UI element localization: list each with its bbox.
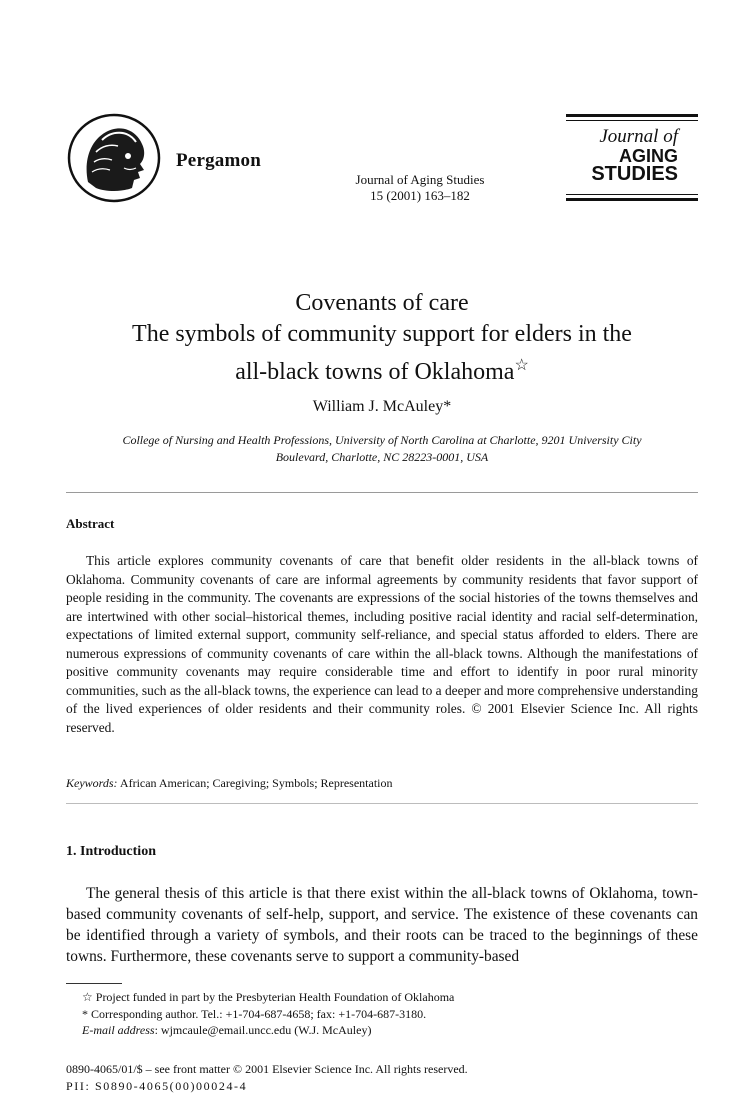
masthead-journal-of: Journal of — [599, 126, 678, 147]
masthead-thin-rule — [566, 120, 698, 121]
keywords-label: Keywords: — [66, 776, 118, 790]
title-footnote-star-icon[interactable]: ☆ — [514, 357, 529, 374]
section-heading-introduction: 1. Introduction — [66, 844, 156, 859]
footnotes — [66, 989, 698, 1039]
abstract-heading: Abstract — [66, 516, 115, 531]
masthead-aging: AGING — [618, 146, 678, 166]
masthead-thin-rule-bottom — [566, 194, 698, 195]
pii-line: PII: S0890-4065(00)00024-4 — [66, 1078, 248, 1093]
masthead-bottom-rule — [566, 198, 698, 201]
keywords-list: African American; Caregiving; Symbols; Representation — [119, 776, 393, 790]
article-title — [66, 288, 698, 388]
author-affiliation: College of Nursing and Health Professions, University of North Carolina at Charlotte, 9201 University City Boulevard, Charlotte, NC 28223-0001, USA — [122, 433, 642, 464]
title-line-1: Covenants of care — [295, 290, 469, 316]
publisher-name: Pergamon — [176, 150, 261, 171]
title-line-3: all-black towns of Oklahoma☆ — [235, 357, 529, 385]
keywords — [66, 776, 698, 791]
footnote-rule — [66, 983, 122, 984]
volume-pages: 15 (2001) 163–182 — [370, 188, 470, 203]
journal-citation — [320, 172, 520, 204]
divider-bottom — [66, 803, 698, 804]
footnote-funding: ☆ Project funded in part by the Presbyterian Health Foundation of Oklahoma — [82, 990, 455, 1004]
journal-name: Journal of Aging Studies — [355, 172, 485, 187]
masthead-top-rule — [566, 114, 698, 117]
email-label: E-mail address — [82, 1023, 155, 1037]
footnote-star-icon: ☆ — [82, 990, 93, 1004]
divider-top — [66, 492, 698, 493]
author-name: William J. McAuley* — [312, 398, 452, 415]
journal-masthead — [566, 114, 698, 206]
copyright-block — [66, 1061, 698, 1094]
footnote-asterisk: * — [82, 1006, 88, 1021]
issn-line: 0890-4065/01/$ – see front matter © 2001 Elsevier Science Inc. All rights reserved. — [66, 1062, 468, 1076]
masthead-studies: STUDIES — [591, 163, 678, 185]
title-line-2: The symbols of community support for elders in the — [132, 321, 632, 347]
introduction-text: The general thesis of this article is that there exist within the all-black towns of Oklahoma, town-based community covenants of self-help, support, and service. The existence of these covenants can be identified through a variety of symbols, and their roots can be traced to the beginnings of these towns. Furthermore, these covenants serve to support a community-based — [66, 885, 698, 965]
footnote-corresponding: * Corresponding author. Tel.: +1-704-687-4658; fax: +1-704-687-3180. — [82, 1006, 427, 1021]
footnote-email — [66, 1022, 698, 1039]
abstract-text: This article explores community covenants of care that benefit older residents in the all-black towns of Oklahoma. Community covenants of care are informal agreements by community residents that favor support of people residing in the community. The covenants are expressions of the social histories of the towns themselves and are intertwined with other social–historical themes, including positive racial identity and racial self-determination, expectations of limited external support, community self-reliance, and special status afforded to elders. There are numerous expressions of community covenants of care within the all-black towns. Although the manifestations of positive community covenants may require considerable time and effort to identify in poor rural minority communities, such as the all-black towns, the experience can lead to a deeper and more comprehensive understanding of the lived experiences of older residents and their community roles. © 2001 Elsevier Science Inc. All rights reserved. — [66, 553, 698, 735]
pergamon-logo-icon — [66, 112, 162, 204]
email-link[interactable]: : wjmcaule@email.uncc.edu (W.J. McAuley) — [154, 1023, 372, 1037]
